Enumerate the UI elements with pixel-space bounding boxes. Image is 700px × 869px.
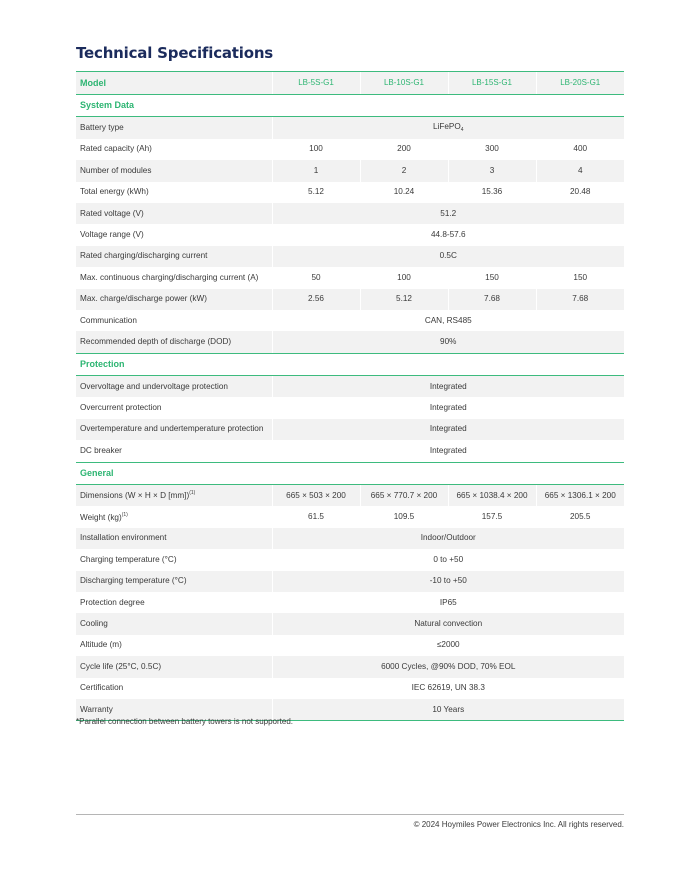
subscript: 4	[460, 127, 464, 134]
merged-value-text: 6000 Cycles, @90% DOD, 70% EOL	[381, 661, 516, 671]
row-label-text: Overvoltage and undervoltage protection	[80, 381, 228, 391]
cell-value-merged	[272, 117, 624, 139]
table-header-row	[76, 72, 624, 95]
merged-value-text: Integrated	[429, 424, 467, 434]
table-row	[76, 376, 624, 398]
cell-value: 2	[360, 160, 448, 181]
cell-value: 205.5	[536, 506, 624, 527]
table-row	[76, 310, 624, 331]
cell-value-merged	[272, 678, 624, 699]
row-label	[76, 246, 272, 267]
merged-value-text: 10 Years	[432, 704, 465, 714]
table-row	[76, 224, 624, 245]
cell-value-merged	[272, 440, 624, 462]
merged-value-text: -10 to +50	[429, 576, 467, 586]
row-label-text: Rated capacity (Ah)	[80, 144, 152, 154]
footnote: *Parallel connection between battery towers is not supported.	[76, 717, 294, 726]
model-header-label: Model	[76, 72, 272, 95]
cell-value: 1	[272, 160, 360, 181]
row-label-text: Certification	[80, 683, 124, 693]
row-label	[76, 440, 272, 462]
merged-value-text: 51.2	[440, 208, 457, 218]
row-label	[76, 117, 272, 139]
table-row	[76, 246, 624, 267]
merged-value-text: CAN, RS485	[424, 315, 472, 325]
row-label-text: Max. continuous charging/discharging current (A)	[80, 272, 259, 282]
cell-value: 665 × 770.7 × 200	[360, 485, 448, 507]
table-row	[76, 419, 624, 440]
footnote-marker: (1)	[121, 511, 128, 518]
cell-value: 665 × 503 × 200	[272, 485, 360, 507]
row-label-text: Dimensions (W × H × D [mm])	[80, 491, 190, 501]
table-row	[76, 117, 624, 139]
table-row	[76, 485, 624, 507]
cell-value: 400	[536, 139, 624, 160]
row-label-text: DC breaker	[80, 445, 122, 455]
cell-value-merged	[272, 699, 624, 721]
cell-value: 50	[272, 267, 360, 288]
cell-value: 3	[448, 160, 536, 181]
row-label	[76, 376, 272, 398]
cell-value: 5.12	[272, 182, 360, 203]
cell-value: 15.36	[448, 182, 536, 203]
row-label-text: Rated charging/discharging current	[80, 251, 208, 261]
row-label-text: Discharging temperature (°C)	[80, 576, 187, 586]
row-label	[76, 506, 272, 527]
table-row	[76, 203, 624, 224]
section-header-row	[76, 95, 624, 117]
row-label-text: Rated voltage (V)	[80, 208, 144, 218]
cell-value: 5.12	[360, 289, 448, 310]
row-label-text: Overtemperature and undertemperature protection	[80, 424, 264, 434]
row-label	[76, 419, 272, 440]
row-label-text: Voltage range (V)	[80, 229, 144, 239]
cell-value-merged	[272, 592, 624, 613]
merged-value-text: Integrated	[429, 445, 467, 455]
merged-value-text: Natural convection	[414, 618, 483, 628]
row-label	[76, 310, 272, 331]
row-label-text: Communication	[80, 315, 137, 325]
section-title: System Data	[76, 95, 624, 117]
table-row	[76, 440, 624, 462]
table-row	[76, 506, 624, 527]
table-row	[76, 139, 624, 160]
row-label	[76, 656, 272, 677]
cell-value: 665 × 1038.4 × 200	[448, 485, 536, 507]
row-label-text: Overcurrent protection	[80, 403, 162, 413]
row-label	[76, 592, 272, 613]
merged-value-text: LiFePO	[432, 122, 461, 132]
cell-value: 100	[360, 267, 448, 288]
cell-value: 157.5	[448, 506, 536, 527]
page-title: Technical Specifications	[76, 44, 274, 62]
section-title: Protection	[76, 353, 624, 375]
spec-table	[76, 71, 624, 721]
row-label-text: Altitude (m)	[80, 640, 122, 650]
row-label	[76, 289, 272, 310]
table-row	[76, 331, 624, 353]
table-row	[76, 267, 624, 288]
row-label-text: Protection degree	[80, 597, 145, 607]
cell-value: 300	[448, 139, 536, 160]
row-label-text: Total energy (kWh)	[80, 187, 149, 197]
row-label	[76, 613, 272, 634]
table-row	[76, 528, 624, 549]
table-row	[76, 549, 624, 570]
row-label-text: Charging temperature (°C)	[80, 554, 177, 564]
merged-value-text: Integrated	[429, 403, 467, 413]
cell-value: 109.5	[360, 506, 448, 527]
cell-value: 4	[536, 160, 624, 181]
cell-value: 2.56	[272, 289, 360, 310]
cell-value-merged	[272, 419, 624, 440]
cell-value-merged	[272, 331, 624, 353]
row-label	[76, 397, 272, 418]
copyright-footer: © 2024 Hoymiles Power Electronics Inc. All rights reserved.	[413, 820, 624, 829]
cell-value: 7.68	[536, 289, 624, 310]
row-label-text: Cycle life (25°C, 0.5C)	[80, 661, 162, 671]
merged-value-text: ≤2000	[436, 640, 460, 650]
footnote-marker: (1)	[189, 490, 196, 497]
row-label	[76, 678, 272, 699]
cell-value: 20.48	[536, 182, 624, 203]
row-label	[76, 182, 272, 203]
row-label	[76, 571, 272, 592]
merged-value-text: IEC 62619, UN 38.3	[411, 683, 485, 693]
cell-value-merged	[272, 635, 624, 656]
table-row	[76, 289, 624, 310]
cell-value-merged	[272, 528, 624, 549]
cell-value-merged	[272, 203, 624, 224]
cell-value: 61.5	[272, 506, 360, 527]
table-row	[76, 571, 624, 592]
table-row	[76, 678, 624, 699]
cell-value: 200	[360, 139, 448, 160]
spec-table-body	[76, 72, 624, 721]
section-title: General	[76, 462, 624, 484]
cell-value: 665 × 1306.1 × 200	[536, 485, 624, 507]
merged-value-text: Indoor/Outdoor	[420, 533, 476, 543]
cell-value-merged	[272, 310, 624, 331]
cell-value-merged	[272, 571, 624, 592]
row-label	[76, 549, 272, 570]
row-label	[76, 331, 272, 353]
table-row	[76, 397, 624, 418]
row-label	[76, 528, 272, 549]
row-label	[76, 635, 272, 656]
merged-value-text: 0.5C	[439, 251, 457, 261]
merged-value-text: IP65	[439, 597, 457, 607]
row-label	[76, 267, 272, 288]
cell-value-merged	[272, 613, 624, 634]
model-header: LB-15S-G1	[448, 72, 536, 95]
row-label-text: Battery type	[80, 122, 124, 132]
cell-value: 150	[536, 267, 624, 288]
row-label	[76, 160, 272, 181]
row-label-text: Number of modules	[80, 165, 152, 175]
table-row	[76, 592, 624, 613]
cell-value: 100	[272, 139, 360, 160]
section-header-row	[76, 462, 624, 484]
cell-value: 150	[448, 267, 536, 288]
model-header: LB-20S-G1	[536, 72, 624, 95]
merged-value-text: Integrated	[429, 381, 467, 391]
section-header-row	[76, 353, 624, 375]
cell-value-merged	[272, 656, 624, 677]
table-row	[76, 160, 624, 181]
cell-value: 7.68	[448, 289, 536, 310]
row-label-text: Warranty	[80, 704, 113, 714]
row-label-text: Cooling	[80, 618, 108, 628]
cell-value-merged	[272, 376, 624, 398]
model-header: LB-10S-G1	[360, 72, 448, 95]
row-label-text: Installation environment	[80, 533, 167, 543]
table-row	[76, 656, 624, 677]
cell-value-merged	[272, 397, 624, 418]
row-label	[76, 224, 272, 245]
model-header: LB-5S-G1	[272, 72, 360, 95]
table-row	[76, 635, 624, 656]
row-label	[76, 203, 272, 224]
cell-value-merged	[272, 246, 624, 267]
row-label-text: Recommended depth of discharge (DOD)	[80, 336, 232, 346]
cell-value-merged	[272, 224, 624, 245]
merged-value-text: 90%	[440, 336, 457, 346]
row-label	[76, 139, 272, 160]
table-row	[76, 182, 624, 203]
footer-divider	[76, 814, 624, 815]
table-row	[76, 613, 624, 634]
row-label-text: Max. charge/discharge power (kW)	[80, 294, 207, 304]
merged-value-text: 0 to +50	[433, 554, 464, 564]
cell-value: 10.24	[360, 182, 448, 203]
row-label-text: Weight (kg)	[80, 512, 122, 522]
cell-value-merged	[272, 549, 624, 570]
merged-value-text: 44.8-57.6	[430, 229, 466, 239]
row-label	[76, 485, 272, 507]
